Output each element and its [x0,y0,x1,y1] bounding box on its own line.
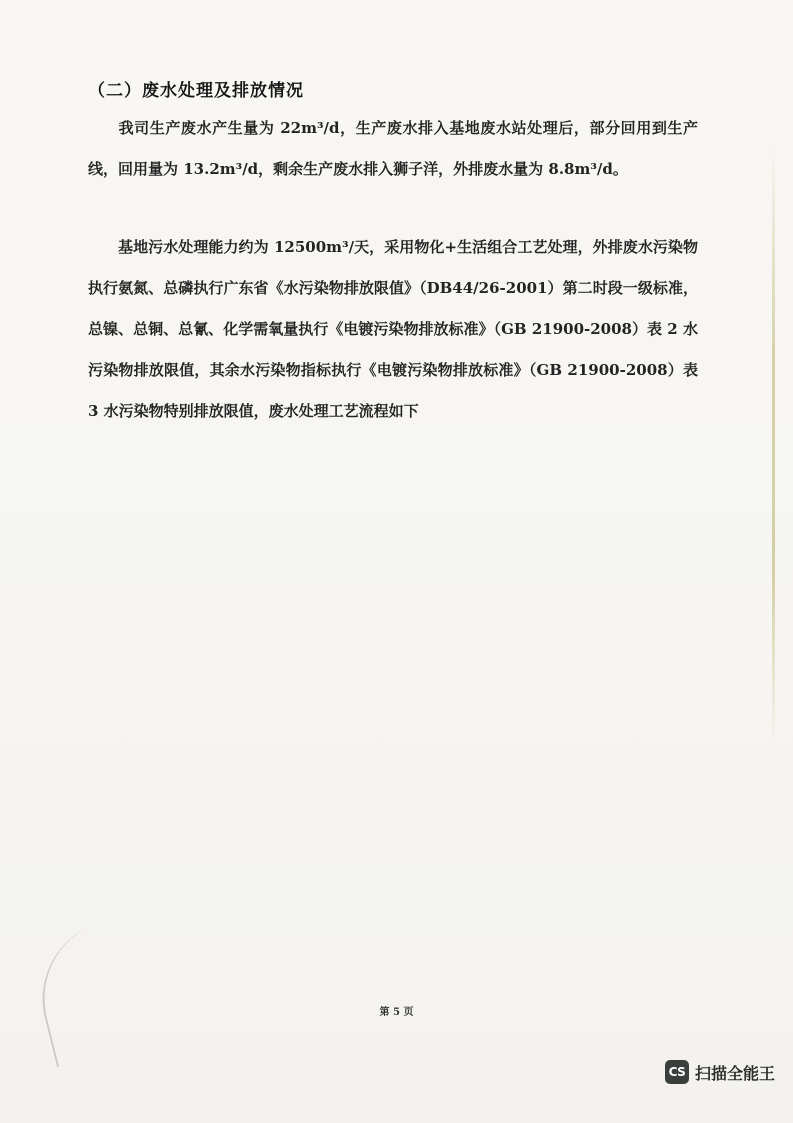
page-edge-shadow [772,140,775,750]
paragraph-text: 基地污水处理能力约为 12500m³/天，采用物化+生活组合工艺处理，外排废水污染物执行氨氮、总磷执行广东省《水污染物排放限值》（DB44/26-2001）第二时段一级标准，总镍、总铜、总氰、化学需氧量执行《电镀污染物排放标准》（GB 21900-2008）表 2 水污染物排放限值，其余水污染物指标执行《电镀污染物排放标准》（GB 21900-2008）表 3 水污染物特别排放限值，废水处理工艺流程如下 [88,238,698,420]
paragraph [88,108,698,190]
section-title: （二）废水处理及排放情况 [88,81,304,101]
scanner-watermark [665,1060,775,1084]
camscanner-logo-icon: CS [665,1060,689,1084]
page-curl-shadow [26,919,147,1067]
paragraph-text: 我司生产废水产生量为 22m³/d，生产废水排入基地废水站处理后，部分回用到生产线，回用量为 13.2m³/d，剩余生产废水排入狮子洋，外排废水量为 8.8m³/d。 [88,119,698,178]
watermark-app-name: 扫描全能王 [694,1063,775,1083]
page-number: 第 5 页 [379,1007,414,1018]
paragraph [88,227,698,432]
